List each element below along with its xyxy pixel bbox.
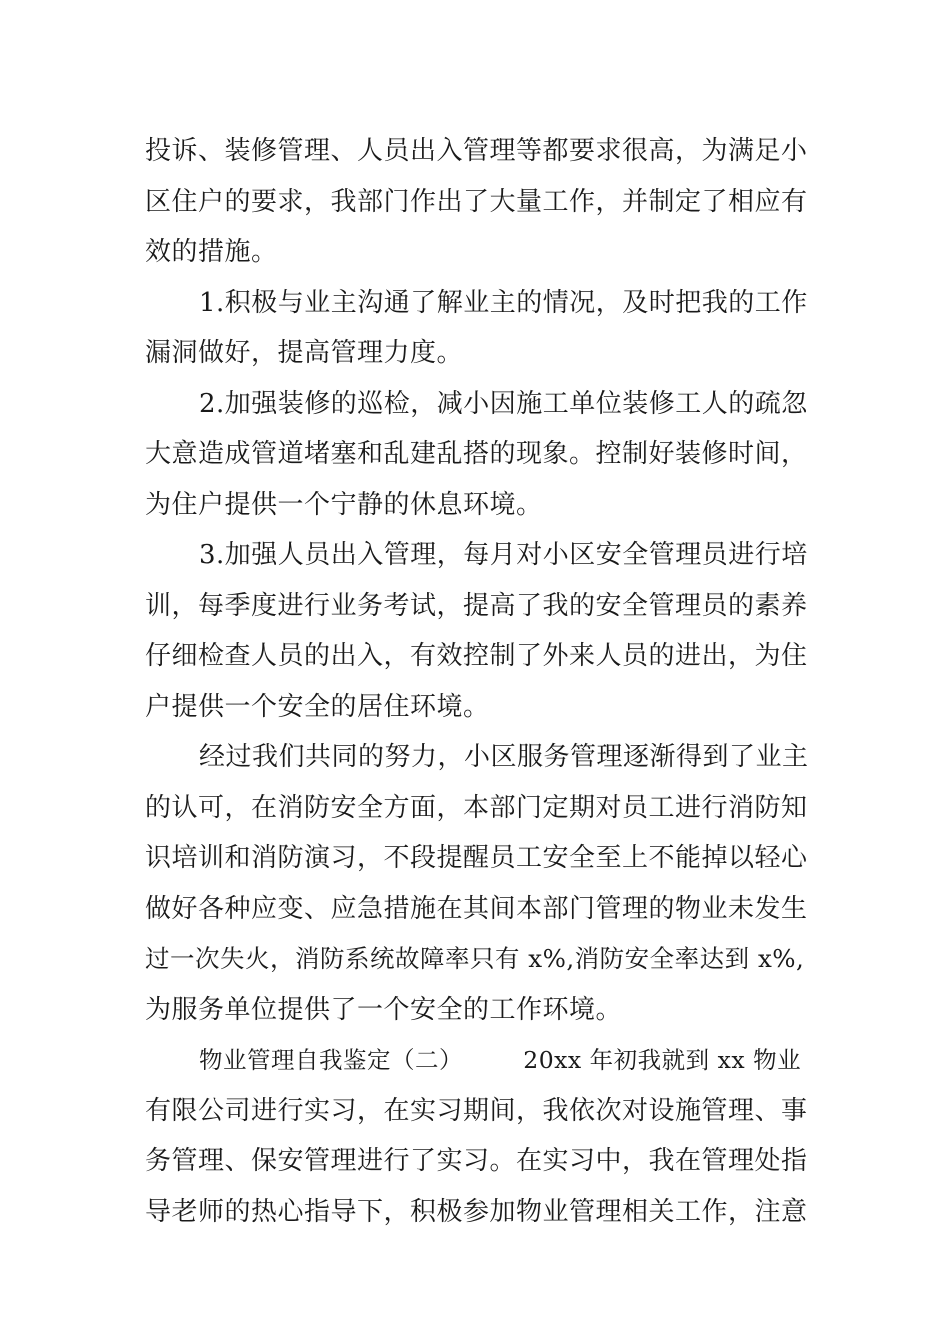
- text-line: 为服务单位提供了一个安全的工作环境。: [145, 994, 623, 1025]
- text-line: 1.积极与业主沟通了解业主的情况，及时把我的工作: [199, 287, 808, 318]
- text-line: 有限公司进行实习，在实习期间，我依次对设施管理、事: [145, 1095, 808, 1126]
- text-line: 投诉、装修管理、人员出入管理等都要求很高，为满足小: [145, 136, 808, 166]
- text-line: 的认可，在消防安全方面，本部门定期对员工进行消防知: [145, 792, 808, 823]
- text-line: 务管理、保安管理进行了实习。在实习中，我在管理处指: [145, 1146, 808, 1176]
- document-body: [145, 126, 810, 1237]
- text-line: 做好各种应变、应急措施在其间本部门管理的物业未发生: [145, 893, 808, 924]
- text-line: 区住户的要求，我部门作出了大量工作，并制定了相应有: [145, 186, 808, 217]
- text-line: 仔细检查人员的出入，有效控制了外来人员的进出，为住: [145, 641, 808, 671]
- text-line: 2.加强装修的巡检，减小因施工单位装修工人的疏忽: [199, 388, 808, 419]
- text-line: 物业管理自我鉴定（二） 20xx 年初我就到 xx 物业: [199, 1046, 802, 1074]
- text-line: 大意造成管道堵塞和乱建乱搭的现象。控制好装修时间，: [145, 439, 808, 469]
- text-line: 为住户提供一个宁静的休息环境。: [145, 489, 543, 520]
- text-line: 训，每季度进行业务考试，提高了我的安全管理员的素养: [145, 590, 808, 621]
- text-line: 经过我们共同的努力，小区服务管理逐渐得到了业主: [199, 742, 809, 772]
- text-line: 识培训和消防演习，不段提醒员工安全至上不能掉以轻心: [145, 843, 808, 873]
- text-line: 导老师的热心指导下，积极参加物业管理相关工作，注意: [145, 1196, 808, 1227]
- text-line: 漏洞做好，提高管理力度。: [145, 338, 464, 368]
- text-line: 过一次失火，消防系统故障率只有 x%,消防安全率达到 x%,: [145, 944, 805, 973]
- text-line: 效的措施。: [145, 237, 278, 267]
- text-line: 户提供一个安全的居住环境。: [145, 691, 490, 722]
- text-line: 3.加强人员出入管理，每月对小区安全管理员进行培: [199, 540, 808, 570]
